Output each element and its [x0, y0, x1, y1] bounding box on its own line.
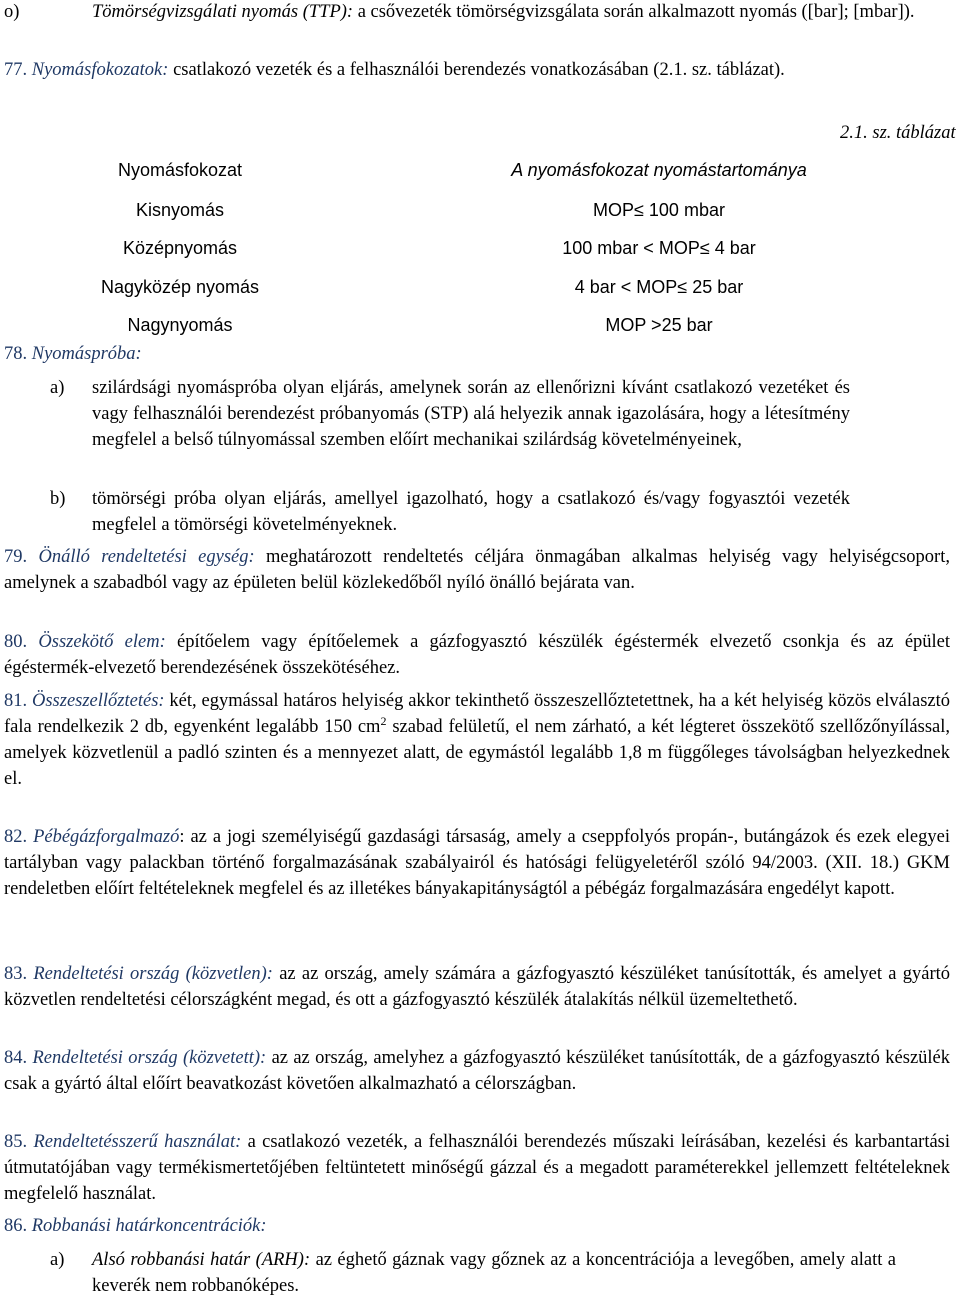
item-number: 78. — [4, 344, 28, 364]
item-number: 85. — [4, 1132, 28, 1152]
item-number: 86. — [4, 1216, 28, 1236]
definition-78-b-text: tömörségi próba olyan eljárás, amellyel igazolható, hogy a csatlakozó és/vagy fogyasztói vezeték megfelel a tömörségi követelményeknek. — [92, 489, 850, 535]
definition-80: 80. Összekötő elem: építőelem vagy építőelemek a gázfogyasztó készülék égéstermék elvezető csonkja és az épület égéstermék-elvezető berendezésének összekötéséhez. — [4, 632, 951, 678]
definition-term: Rendeltetési ország (közvetett): — [32, 1048, 267, 1068]
definition-term: Rendeltetési ország (közvetlen): — [33, 964, 273, 984]
item-marker: a) — [50, 1250, 65, 1270]
definition-84: 84. Rendeltetési ország (közvetett): az az ország, amelyhez a gázfogyasztó készüléket tanúsították, de a gázfogyasztó készülék csak a gyártó által előírt beavatkozást követően alkalmazható a célországban. — [4, 1048, 951, 1094]
definition-86-a-text: Alsó robbanási határ (ARH): az éghető gáznak vagy gőznek az a koncentrációja a levegőben, amely alatt a keverék nem robbanóképes. — [92, 1250, 897, 1296]
item-number: 81. — [4, 691, 28, 711]
table-caption: 2.1. sz. táblázat — [840, 123, 956, 143]
superscript: 2 — [380, 714, 387, 728]
item-number: 80. — [4, 632, 28, 652]
table-cell-level: Nagynyomás — [127, 315, 233, 335]
definition-78-a — [50, 375, 850, 453]
item-number: 83. — [4, 964, 28, 984]
table-header-range: A nyomásfokozat nyomástartománya — [511, 160, 807, 180]
definition-78-b — [50, 486, 850, 538]
table-cell-level: Kisnyomás — [135, 200, 225, 220]
definition-term: Összekötő elem: — [38, 632, 166, 652]
definition-81: 81. Összeszellőztetés: két, egymással határos helyiség akkor tekinthető összeszellőztetettnek, ha a két helyiség közös elválasztó fala rendelkezik 2 db, egyenként legalább 150 $cm^2$ szabad felületű, el nem zárható, a két légteret összekötő szellőzőnyílással, amelyek közvetlenül a padló szinten és a mennyezet alatt, de egymástól legalább 1,8 m függőleges távolságban helyezkednek el. — [4, 691, 951, 789]
item-marker: a) — [50, 378, 65, 398]
definition-term: Nyomáspróba: — [31, 344, 142, 364]
definition-79: 79. Önálló rendeltetési egység: meghatározott rendeltetés céljára önmagában alkalmas helyiség vagy helyiségcsoport, amelynek a szabadból vagy az épületen belül közlekedőből nyíló önálló bejárata van. — [4, 547, 950, 593]
pressure-level-table — [4, 0, 950, 340]
definition-term: Önálló rendeltetési egység: — [38, 547, 255, 567]
definition-o-text: Tömörségvizsgálati nyomás (TTP): a csővezeték tömörségvizsgálata során alkalmazott nyomás ([bar]; [mbar]). — [92, 2, 915, 22]
definition-term: Nyomásfokozatok: — [31, 60, 169, 80]
definition-86-a — [50, 1247, 896, 1299]
table-cell-range: MOP≤ 100 mbar — [593, 200, 725, 220]
definition-86 — [4, 1213, 950, 1239]
definition-term: Tömörségvizsgálati nyomás (TTP): — [92, 2, 354, 22]
definition-term: Alsó robbanási határ (ARH): — [92, 1250, 311, 1270]
definition-78 — [4, 341, 950, 367]
table-cell-range: MOP >25 bar — [605, 315, 713, 335]
item-marker: o) — [4, 2, 20, 22]
definition-term: Pébégázforgalmazó — [33, 827, 180, 847]
item-number: 82. — [4, 827, 28, 847]
definition-78-a-text: szilárdsági nyomáspróba olyan eljárás, amelynek során az ellenőrizni kívánt csatlakozó vezetéket és vagy felhasználói berendezést próbanyomás (STP) alá helyezik annak igazolására, hogy a létesítmény megfelel a belső túlnyomással szemben előírt mechanikai szilárdság követelményeinek, — [92, 378, 850, 450]
definition-85: 85. Rendeltetésszerű használat: a csatlakozó vezeték, a felhasználói berendezés műszaki leírásában, kezelési és karbantartási útmutatójában vagy termékismertetőjében feltüntetett minőségű gázzal és a megadott paraméterekkel jellemzett feltételeknek megfelelő használat. — [4, 1132, 951, 1204]
definition-term: Robbanási határkoncentrációk: — [31, 1216, 267, 1236]
table-cell-range: 4 bar < MOP≤ 25 bar — [574, 277, 744, 297]
definition-83: 83. Rendeltetési ország (közvetlen): az az ország, amely számára a gázfogyasztó készüléket tanúsították, és amelyet a gyártó közvetlen rendeltetési célországként megad, és ott a gázfogyasztó készülék átalakítás nélkül üzemeltethető. — [4, 964, 950, 1010]
item-number: 77. — [4, 60, 28, 80]
definition-term: Összeszellőztetés: — [31, 691, 165, 711]
item-number: 84. — [4, 1048, 28, 1068]
definition-term: Rendeltetésszerű használat: — [33, 1132, 242, 1152]
table-cell-range: 100 mbar < MOP≤ 4 bar — [562, 238, 756, 258]
table-cell-level: Középnyomás — [122, 238, 238, 258]
item-number: 79. — [4, 547, 28, 567]
definition-82: 82. Pébégázforgalmazó: az a jogi személyiségű gazdasági társaság, amely a cseppfolyós propán-, butángázok és ezek elegyei tartályban vagy palackban történő forgalmazásának szabályairól és hatósági felügyeletéről szóló 94/2003. (XII. 18.) GKM rendeletben előírt feltételeknek megfelel és az illetékes bányakapitányságtól a pébégáz forgalmazására engedélyt kapott. — [4, 827, 950, 899]
table-cell-level: Nagyközép nyomás — [100, 277, 260, 297]
item-marker: b) — [50, 489, 66, 509]
table-header-level: Nyomásfokozat — [117, 160, 243, 180]
definition-77: 77. Nyomásfokozatok: csatlakozó vezeték és a felhasználói berendezés vonatkozásában (2.1. sz. táblázat). — [4, 60, 785, 80]
